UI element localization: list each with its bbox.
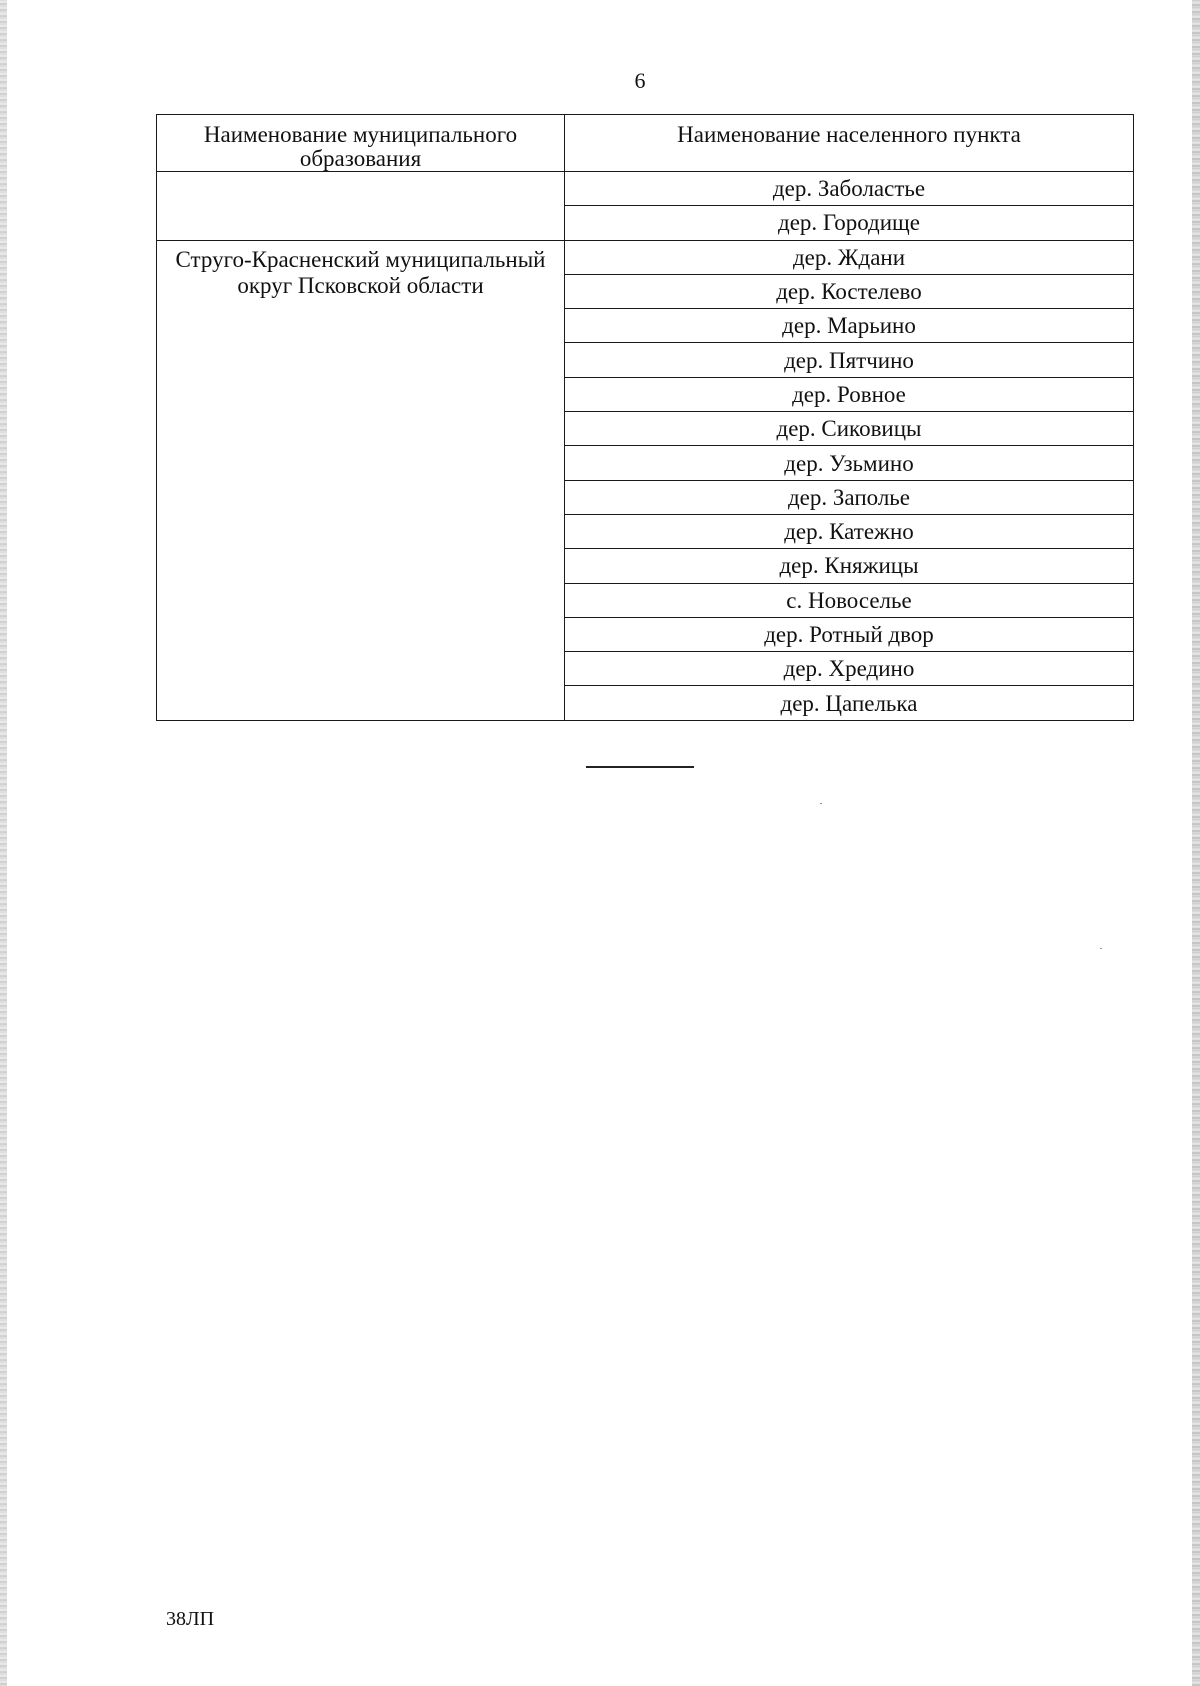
table-header-row — [157, 115, 1134, 172]
municipality-cell: Струго-Красненский муниципальный округ Псковской области — [157, 240, 565, 720]
settlement-cell: дер. Сиковицы — [565, 412, 1134, 446]
table-row — [157, 240, 1134, 274]
settlement-cell: дер. Ротный двор — [565, 617, 1134, 651]
settlement-cell: дер. Цапелька — [565, 686, 1134, 720]
settlement-cell: дер. Ровное — [565, 377, 1134, 411]
scan-edge-left — [0, 0, 7, 1686]
settlement-cell: дер. Узьмино — [565, 446, 1134, 480]
settlement-cell: дер. Костелево — [565, 274, 1134, 308]
settlement-cell: дер. Хредино — [565, 652, 1134, 686]
municipality-cell-empty — [157, 172, 565, 241]
scan-speck — [820, 803, 822, 804]
settlement-cell: дер. Городище — [565, 206, 1134, 240]
header-municipality: Наименование муниципального образования — [157, 115, 565, 172]
header-settlement: Наименование населенного пункта — [565, 115, 1134, 172]
end-divider-line — [586, 766, 694, 768]
settlement-cell: дер. Заполье — [565, 480, 1134, 514]
scan-edge-right — [1192, 0, 1200, 1686]
settlement-cell: дер. Пятчино — [565, 343, 1134, 377]
page-number: 6 — [634, 68, 646, 93]
settlement-cell: дер. Заболастье — [565, 172, 1134, 206]
settlements-table — [156, 114, 1134, 721]
table-row — [157, 172, 1134, 206]
settlement-cell: дер. Ждани — [565, 240, 1134, 274]
scan-speck — [1100, 948, 1102, 949]
document-code: 38ЛП — [166, 1608, 215, 1630]
settlement-cell: дер. Катежно — [565, 514, 1134, 548]
settlement-cell: дер. Марьино — [565, 309, 1134, 343]
settlement-cell: дер. Княжицы — [565, 549, 1134, 583]
settlement-cell: с. Новоселье — [565, 583, 1134, 617]
